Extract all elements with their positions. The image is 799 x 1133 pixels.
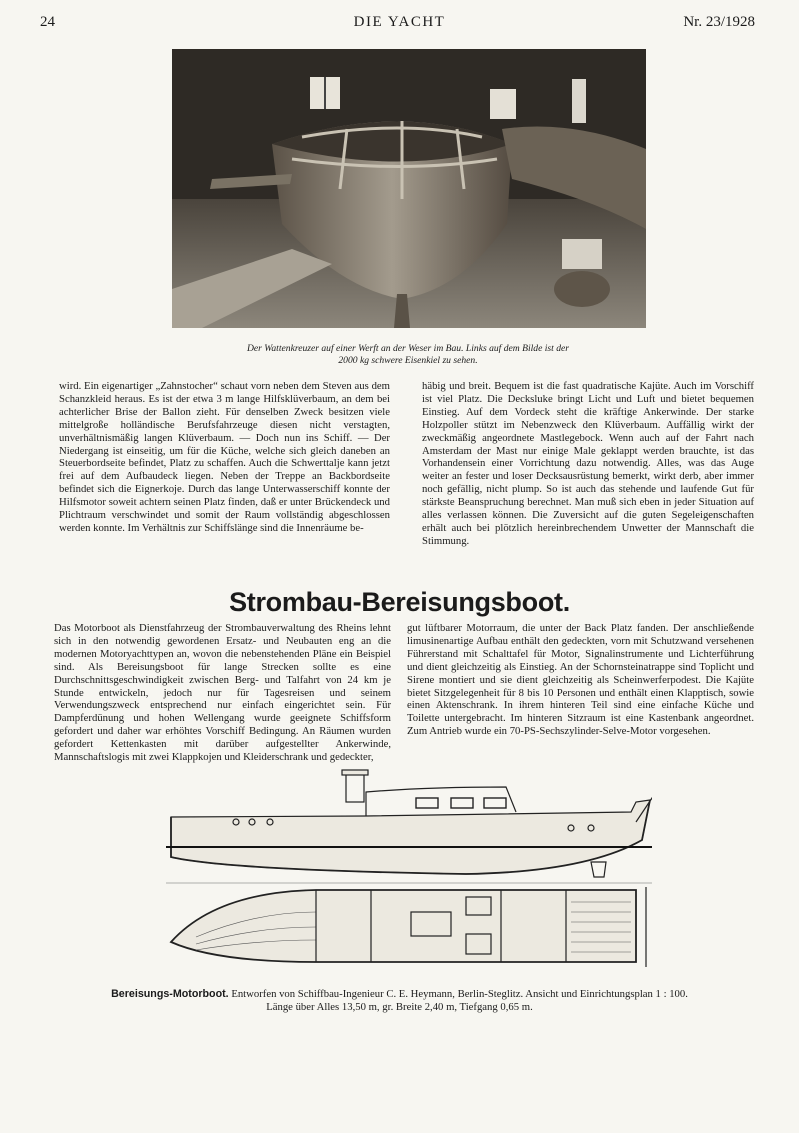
- plan-caption-line-1: [40, 988, 759, 1001]
- issue-number: Nr. 23/1928: [683, 14, 755, 30]
- page-number: 24: [40, 14, 55, 30]
- shipyard-photo: [172, 49, 646, 328]
- lower-article-right-column: [407, 622, 754, 738]
- deck-plan: [171, 887, 646, 967]
- lower-article-left-column: [54, 622, 391, 764]
- plan-caption: [40, 988, 759, 1013]
- lower-left-paragraph: Das Motorboot als Dienstfahrzeug der Strombauverwaltung des Rheins lehnt sich in den notwendig gewordenen Ersatz- und Neubauten eng an die modernen Motoryachttypen an, wovon die nebenstehenden Pläne ein Beispiel sind. Als Bereisungsboot für lange Strecken sollte es eine Durchschnittsgeschwindigkeit zwischen Berg- und Talfahrt von 24 km je Stunde entwickeln, jedoch nur für Tagesreisen und seinem Verwendungszweck entsprechend nur einfach eingerichtet sein. Für Dampferdünung und hohen Wellengang wurde geeignete Schiffsform gefordert und daher war erhöhtes Vorschiff Bedingung. An Räumen wurden gefordert Kettenkasten mit darüber aufgestellter Ankerwinde, Mannschaftslogis mit zwei Klappkojen und Kleiderschrank und gedeckter,: [54, 622, 391, 764]
- photo-caption-line-2: 2000 kg schwere Eisenkiel zu sehen.: [338, 355, 478, 366]
- article-headline: Strombau-Bereisungsboot.: [229, 587, 570, 617]
- side-elevation: [166, 762, 652, 883]
- plan-caption-line-2: Länge über Alles 13,50 m, gr. Breite 2,40 m, Tiefgang 0,65 m.: [266, 1000, 533, 1013]
- upper-article-right-column: [422, 380, 754, 548]
- upper-left-paragraph: wird. Ein eigenartiger „Zahnstocher“ schaut vorn neben dem Steven aus dem Schanzkleid heraus. Es ist der etwa 3 m lange Hilfsklüverbaum, an dem bei achterlicher Brise der Ballon zieht. Für denselben Zweck besitzen viele mittelgroße holländische Berufsfahrzeuge diesen nicht verstagten, unverhältnismäßig langen Klüverbaum. — Doch nun ins Schiff. — Der Niedergang ist einseitig, um für die Küche, welche sich gleich daneben an Steuerbordseite befindet, Platz zu schaffen. Auch die Schwerttalje kann jetzt frei auf dem Aufbaudeck liegen. Neben der Treppe an Backbordseite befindet sich die Eignerkoje. Durch das lange Unterwasserschiff konnte der Hilfsmotor soweit achtern seinen Platz finden, daß er unter Brückendeck und Plichtraum verschwindet und somit der Raum vollständig abgeschlossen werden konnte. Im Verhältnis zur Schiffslänge sind die Innenräume be-: [59, 380, 390, 534]
- journal-title: DIE YACHT: [353, 14, 446, 30]
- photo-caption-line-1: Der Wattenkreuzer auf einer Werft an der Weser im Bau. Links auf dem Bilde ist der: [246, 343, 570, 354]
- boat-plans-drawing: [166, 762, 652, 976]
- upper-right-paragraph: häbig und breit. Bequem ist die fast quadratische Kajüte. Auch im Vorschiff ist viel Platz. Die Decksluke bringt Licht und Luft und bietet bequemen Einstieg. Auf dem Vordeck steht die kräftige Ankerwinde. Der starke Holzpoller stützt im Nebenzweck den Klüverbaum. Auffällig wirkt der zweckmäßig angeordnete Mastlegebock. Wenn auch auf der Fahrt nach Amsterdam der Mast nur einige Male geklappt werden brauchte, ist das Vorhandensein einer Vorrichtung dazu notwendig. Alles, was das Auge weiter an fester und loser Decksausrüstung bemerkt, wirkt derb, aber immer noch gefällig, nicht plump. So ist auch das stehende und laufende Gut für stärkste Beanspruchung berechnet. Man muß sich eben in jeder Situation auf alles verlassen können. Die Zuversicht auf die guten Segeleigenschaften erhält auch bei plötzlich hereinbrechendem Unwetter der Mannschaft die Stimmung.: [422, 380, 754, 547]
- upper-article-left-column: [59, 380, 390, 535]
- lower-right-paragraph: gut lüftbarer Motorraum, die unter der Back Platz fanden. Der anschließende limusinenartige Aufbau enthält den gedeckten, vorn mit Schutzwand versehenen Führerstand mit Schalttafel für Motor, Signalinstrumente und Lichterführung und dient gleichzeitig als Einstieg. An der Schornsteinatrappe sind Toplicht und Sirene montiert und sie dient gleichzeitig als Scheinwerferpodest. Die Kajüte bietet Sitzgelegenheit für 8 bis 10 Personen und enthält einen Klapptisch, sowie einen Aktenschrank. In ihrem hinteren Teil sind eine einfache Küche und Toilette untergebracht. Im hinteren Sitzraum ist eine Kastenbank angeordnet. Zum Antrieb wurde ein 70-PS-Sechszylinder-Selve-Motor vorgesehen.: [407, 622, 754, 738]
- photo-caption: [160, 343, 656, 367]
- plan-caption-title: Bereisungs-Motorboot.: [111, 988, 229, 1000]
- plan-caption-designer: Entworfen von Schiffbau-Ingenieur C. E. Heymann, Berlin-Steglitz. Ansicht und Einrichtungsplan 1 : 100.: [228, 988, 688, 1000]
